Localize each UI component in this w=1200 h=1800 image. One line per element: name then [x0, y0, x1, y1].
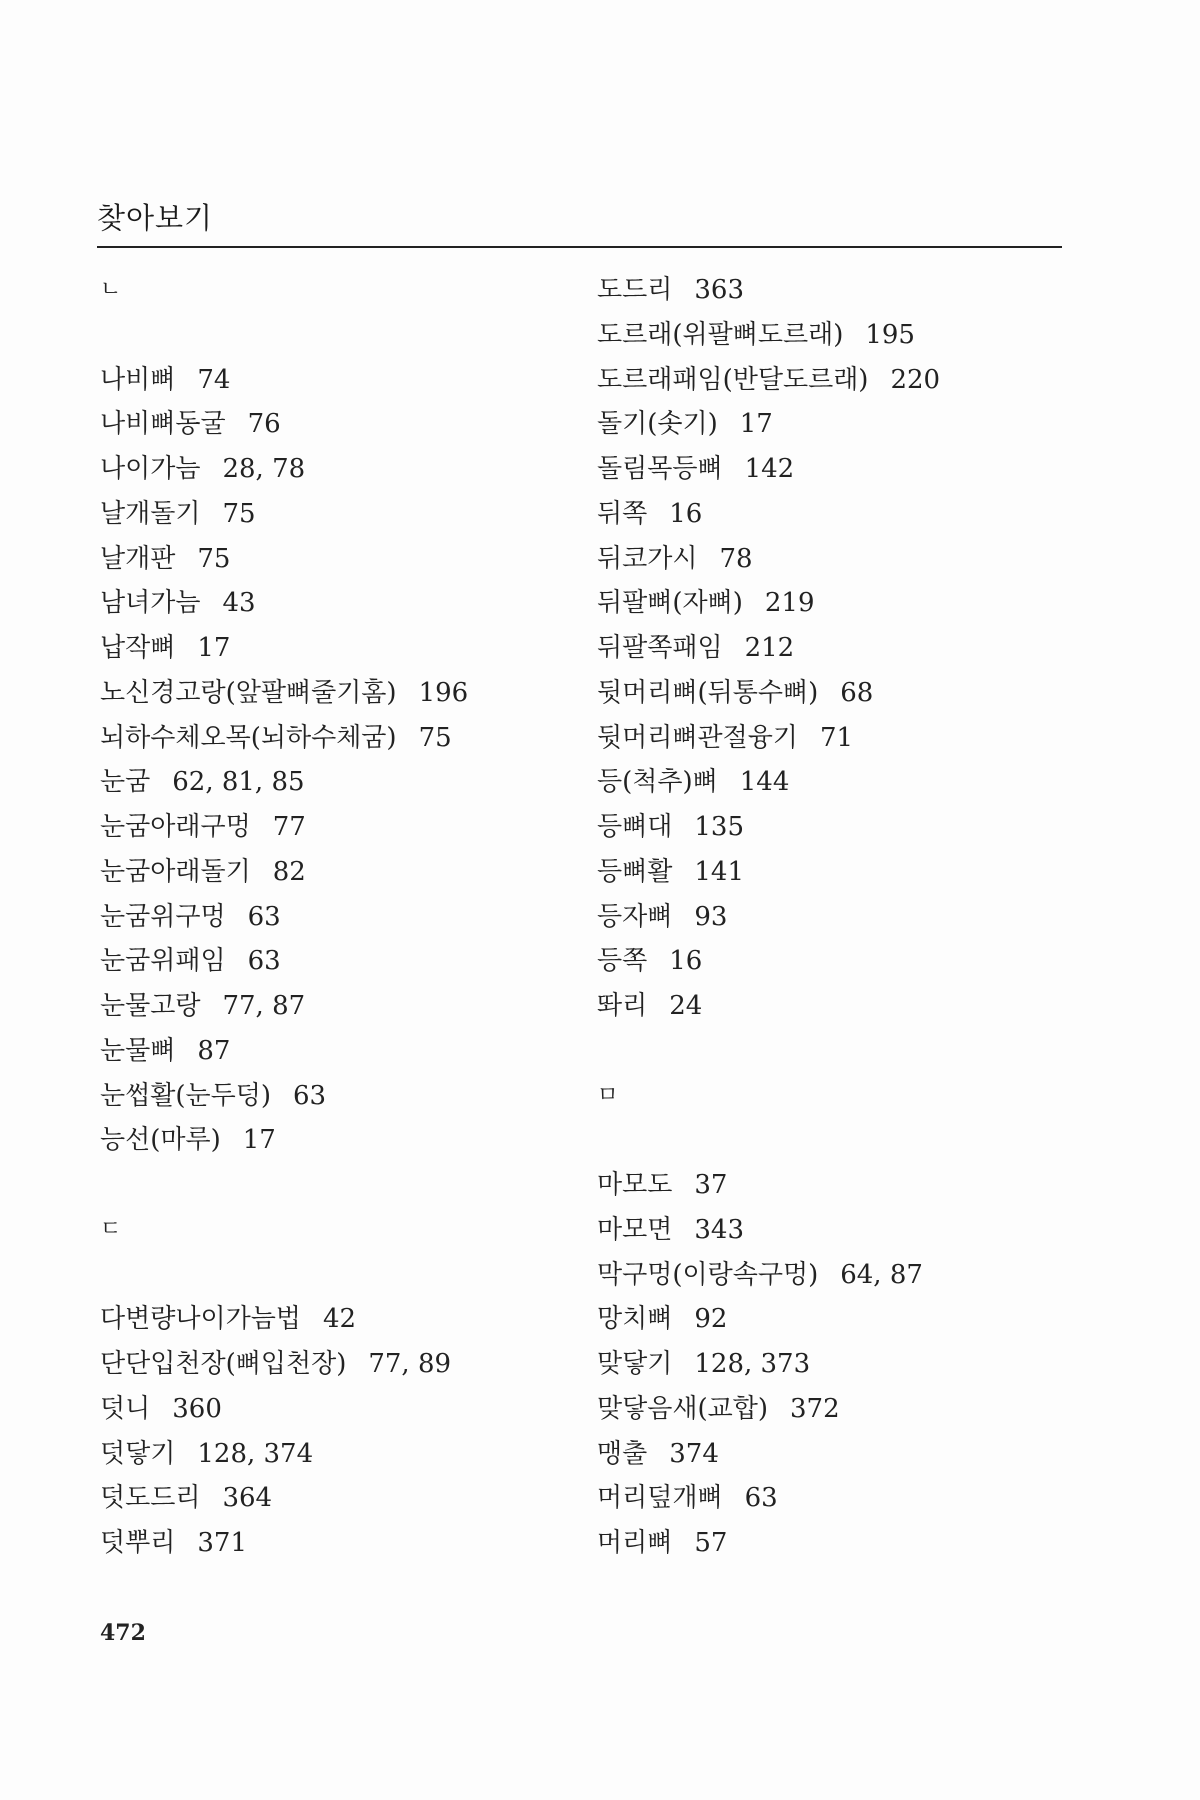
index-entry: [100, 626, 468, 671]
index-pages: 68: [840, 677, 874, 708]
index-entry: [597, 984, 940, 1029]
index-term: 나이가늠: [100, 454, 201, 484]
index-entry: [597, 1342, 940, 1387]
index-entry: [597, 492, 940, 537]
index-entry: [597, 1297, 940, 1342]
index-pages: 364: [222, 1483, 273, 1514]
index-pages: 141: [694, 856, 744, 887]
index-term: 나비뼈: [100, 364, 176, 395]
index-term: 등뼈활: [597, 856, 673, 887]
index-entry: [597, 626, 940, 671]
index-pages: 63: [247, 946, 281, 977]
index-entry: [100, 1342, 468, 1387]
index-term: 덧뿌리: [100, 1528, 176, 1558]
index-pages: 87: [197, 1035, 231, 1066]
index-term: 뒤코가시: [597, 543, 698, 574]
index-entry: [100, 850, 468, 895]
index-pages: 363: [694, 275, 744, 305]
index-entry: [597, 1387, 940, 1432]
index-entry: [597, 805, 940, 850]
index-pages: 17: [739, 409, 773, 440]
index-term: 날개돌기: [100, 498, 201, 529]
index-entry: [100, 1074, 468, 1119]
index-pages: 28, 78: [222, 454, 306, 484]
index-pages: 360: [172, 1393, 222, 1424]
index-pages: 371: [197, 1528, 247, 1558]
index-pages: 42: [322, 1304, 357, 1335]
index-pages: 17: [197, 633, 231, 663]
index-term: 눈물고랑: [100, 991, 201, 1021]
index-entry: [597, 358, 940, 403]
index-entry: [100, 939, 468, 984]
index-entry: [597, 1432, 940, 1477]
index-pages: 135: [694, 812, 744, 842]
index-pages: 92: [694, 1304, 728, 1335]
index-entry: [100, 805, 468, 850]
index-entry: [100, 984, 468, 1029]
index-term: 똬리: [597, 991, 648, 1021]
index-pages: 144: [739, 767, 790, 798]
spacer: [100, 313, 468, 358]
index-term: 날개판: [100, 543, 176, 574]
index-column-right: [597, 268, 940, 1566]
section-letter: ㅁ: [597, 1082, 619, 1108]
index-term: 돌기(솟기): [597, 409, 718, 440]
index-term: 다변량나이가늠법: [100, 1304, 301, 1335]
spacer: [597, 1029, 940, 1074]
index-entry: [597, 313, 940, 358]
index-pages: 43: [222, 588, 256, 619]
index-pages: 62, 81, 85: [172, 767, 305, 798]
index-term: 뒤팔뼈(자뼈): [597, 588, 743, 619]
index-term: 등(척추)뼈: [597, 767, 718, 798]
index-pages: 37: [694, 1170, 728, 1200]
index-term: 눈굼위패임: [100, 946, 226, 977]
index-term: 덧니: [100, 1393, 151, 1424]
index-term: 머리뼈: [597, 1528, 673, 1558]
index-term: 뒷머리뼈관절융기: [597, 722, 798, 753]
index-entry: [597, 939, 940, 984]
index-term: 눈썹활(눈두덩): [100, 1080, 271, 1111]
index-pages: 63: [247, 901, 281, 932]
index-pages: 63: [744, 1483, 778, 1514]
index-pages: 77: [272, 812, 306, 842]
index-pages: 142: [744, 454, 795, 484]
index-term: 단단입천장(뼈입천장): [100, 1349, 347, 1379]
index-term: 맞닿기: [597, 1349, 673, 1379]
index-term: 눈굼아래구멍: [100, 812, 251, 842]
index-pages: 195: [865, 319, 915, 350]
index-entry: [100, 895, 468, 940]
index-term: 돌림목등뼈: [597, 454, 723, 484]
index-term: 마모면: [597, 1214, 673, 1245]
index-entry: [100, 537, 468, 582]
index-pages: 16: [669, 946, 703, 977]
index-entry: [597, 760, 940, 805]
index-pages: 93: [694, 901, 728, 932]
index-entry: [100, 581, 468, 626]
index-term: 망치뼈: [597, 1304, 673, 1335]
index-term: 눈굼아래돌기: [100, 856, 251, 887]
index-pages: 82: [272, 856, 306, 887]
index-pages: 63: [292, 1080, 327, 1111]
section-letter: ㄴ: [100, 277, 122, 302]
index-entry: [597, 537, 940, 582]
index-entry: [597, 447, 940, 492]
index-pages: 374: [669, 1438, 719, 1469]
index-entry: [100, 492, 468, 537]
index-pages: 128, 373: [694, 1349, 811, 1379]
index-pages: 57: [694, 1528, 728, 1558]
index-term: 납작뼈: [100, 633, 176, 663]
index-term: 뒤팔쪽패임: [597, 633, 723, 663]
index-term: 도르래(위팔뼈도르래): [597, 319, 844, 350]
spacer: [597, 1118, 940, 1163]
index-pages: 78: [719, 543, 753, 574]
index-term: 남녀가늠: [100, 588, 201, 619]
page-number: 472: [100, 1620, 146, 1646]
index-term: 눈굼: [100, 767, 151, 798]
index-entry: [597, 581, 940, 626]
index-term: 뒷머리뼈(뒤통수뼈): [597, 677, 819, 708]
index-entry: [100, 447, 468, 492]
index-term: 뇌하수체오목(뇌하수체굼): [100, 722, 397, 753]
index-term: 덧도드리: [100, 1483, 201, 1514]
index-pages: 77, 87: [222, 991, 306, 1021]
index-entry: [100, 716, 468, 761]
index-entry: [597, 1163, 940, 1208]
spacer: [100, 1253, 468, 1298]
index-pages: 64, 87: [840, 1259, 923, 1290]
index-term: 눈물뼈: [100, 1035, 176, 1066]
index-pages: 220: [890, 364, 941, 395]
index-entry: [100, 1521, 468, 1566]
index-term: 막구멍(이랑속구멍): [597, 1259, 819, 1290]
section-letter: ㄷ: [100, 1216, 122, 1242]
index-entry: [597, 1521, 940, 1566]
index-entry: [597, 268, 940, 313]
index-term: 마모도: [597, 1170, 673, 1200]
index-term: 도르래패임(반달도르래): [597, 364, 869, 395]
page-title: 찾아보기: [97, 201, 214, 235]
index-entry: [597, 895, 940, 940]
index-pages: 76: [247, 409, 281, 440]
index-entry: [100, 402, 468, 447]
index-pages: 75: [197, 543, 231, 574]
index-term: 덧닿기: [100, 1438, 176, 1469]
index-term: 등뼈대: [597, 812, 673, 842]
index-pages: 196: [418, 677, 469, 708]
index-pages: 75: [418, 722, 452, 753]
index-entry: [597, 402, 940, 447]
index-pages: 212: [744, 633, 795, 663]
index-entry: [597, 716, 940, 761]
index-entry: [597, 1208, 940, 1253]
index-entry: [100, 1118, 468, 1163]
index-term: 등쪽: [597, 946, 648, 977]
index-pages: 16: [669, 498, 703, 529]
index-entry: [100, 1297, 468, 1342]
index-pages: 77, 89: [368, 1349, 452, 1379]
index-entry: [100, 760, 468, 805]
index-term: 맞닿음새(교합): [597, 1393, 768, 1424]
index-entry: [597, 1476, 940, 1521]
index-term: 능선(마루): [100, 1125, 221, 1156]
index-pages: 128, 374: [197, 1438, 314, 1469]
index-entry: [597, 1253, 940, 1298]
index-term: 머리덮개뼈: [597, 1483, 723, 1514]
index-term: 뒤쪽: [597, 498, 648, 529]
index-pages: 24: [669, 991, 703, 1021]
index-entry: [100, 671, 468, 716]
index-pages: 343: [694, 1214, 744, 1245]
header-rule: [97, 246, 1062, 248]
index-pages: 71: [819, 722, 854, 753]
index-pages: 17: [242, 1125, 276, 1156]
index-pages: 74: [197, 364, 231, 395]
page-header: [97, 198, 1062, 238]
index-term: 맹출: [597, 1438, 648, 1469]
index-entry: [597, 671, 940, 716]
spacer: [100, 1163, 468, 1208]
index-entry: [100, 1476, 468, 1521]
index-entry: [100, 1029, 468, 1074]
index-entry: [597, 850, 940, 895]
index-term: 도드리: [597, 275, 673, 305]
index-entry: [100, 1432, 468, 1477]
index-pages: 372: [789, 1393, 840, 1424]
index-term: 눈굼위구멍: [100, 901, 226, 932]
index-term: 나비뼈동굴: [100, 409, 226, 440]
index-pages: 219: [764, 588, 815, 619]
index-column-left: [100, 268, 468, 1566]
index-entry: [100, 1387, 468, 1432]
index-pages: 75: [222, 498, 256, 529]
index-term: 노신경고랑(앞팔뼈줄기홈): [100, 677, 397, 708]
index-term: 등자뼈: [597, 901, 673, 932]
index-entry: [100, 358, 468, 403]
